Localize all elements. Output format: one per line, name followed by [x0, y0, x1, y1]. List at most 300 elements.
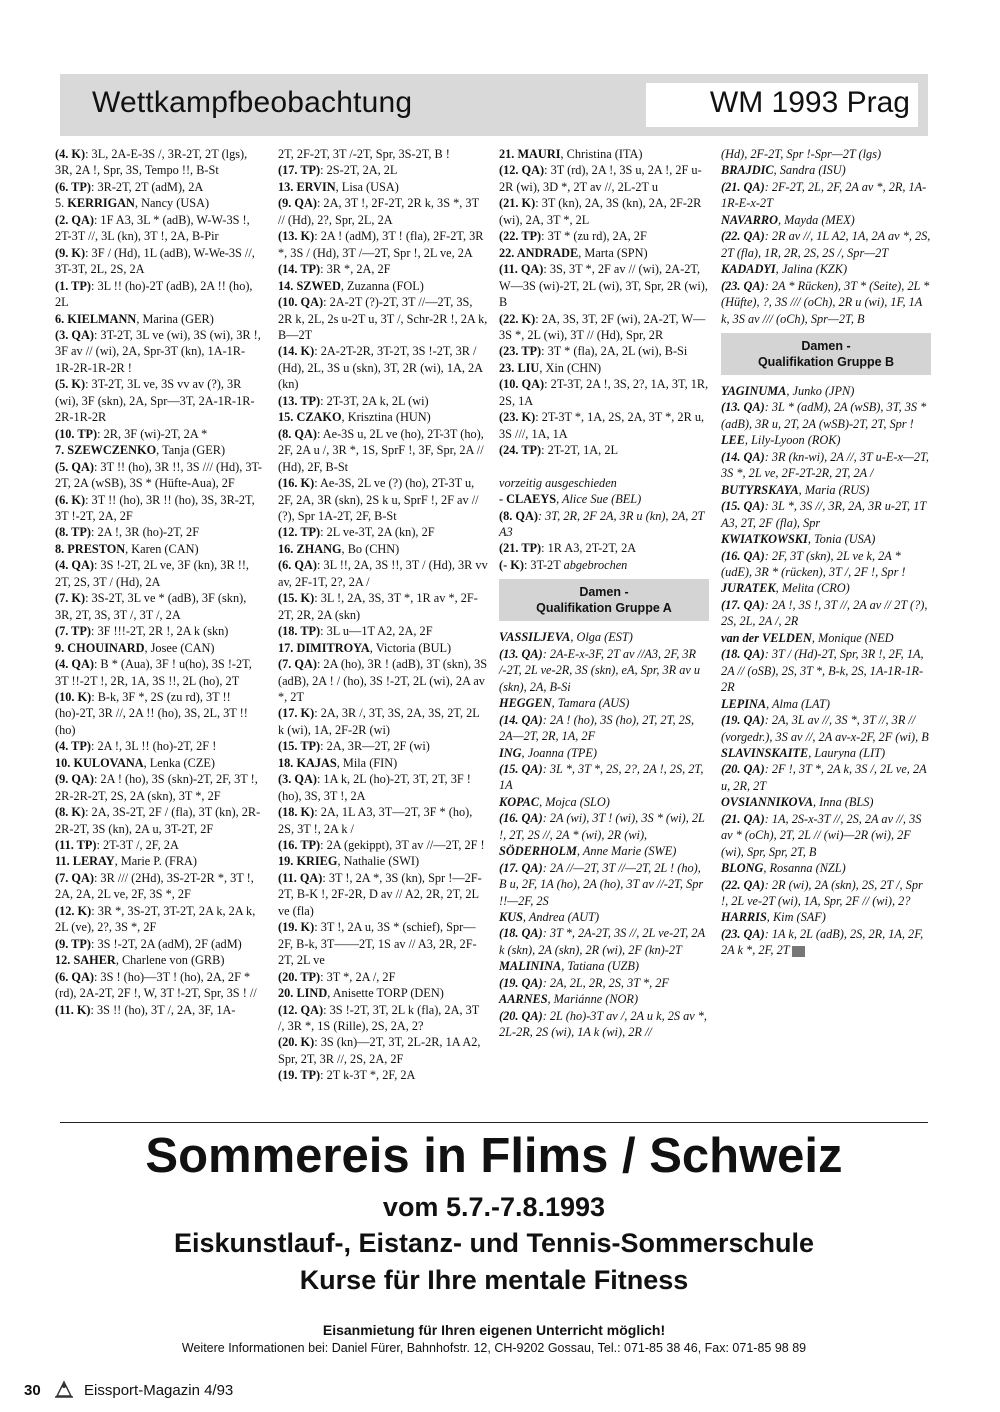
entry-italic-text: : 3T *, 2A-2T, 3S //, 2L ve-2T, 2A k (skn), 2A (skn), 2R (wi), 2F (kn)-2T [499, 926, 705, 957]
entry-text: : 3L !! (ho)-2T (adB), 2A !! (ho), 2L [55, 278, 253, 310]
entry-italic-text: : 2L (ho)-3T av /, 2A u k, 2S av *, 2L-2R, 2S (wi), 1A k (wi), 2R // [499, 1008, 708, 1040]
entry-italic-text: : 2R (wi), 2A (skn), 2S, 2T /, Spr !, 2L ve-2T (wi), 1A, Spr, 2F // (wi), 2? [721, 877, 923, 909]
result-entry [499, 860, 709, 909]
result-entry [721, 179, 931, 212]
entry-text: : 3L u—1T A2, 2A, 2F [320, 624, 433, 639]
entry-text: : 3S, 3T *, 2F av // (wi), 2A-2T, W—3S (wi)-2T, 2L (wi), 3T, Spr, 2R (wi), B [499, 262, 708, 310]
entry-label: KWIATKOWSKI [721, 532, 808, 547]
entry-text: : 2A !, 3L !! (ho)-2T, 2F ! [90, 739, 217, 754]
entry-label: 18. KAJAS [278, 755, 337, 770]
entry-label: YAGINUMA [721, 383, 787, 398]
entry-label: (20. QA) [721, 762, 765, 777]
entry-text: : 2A, 3T !, 2F-2T, 2R k, 3S *, 3T // (Hd), 2?, Spr, 2L, 2A [278, 196, 479, 227]
entry-label: (10. TP) [55, 426, 98, 441]
results-column-1 [55, 146, 263, 1018]
result-entry [721, 146, 931, 162]
result-entry [499, 540, 709, 556]
result-entry [278, 870, 488, 919]
ad-rental-note: Eisanmietung für Ihren eigenen Unterricht möglich! [322, 1322, 666, 1338]
entry-italic-text: abgebrochen [563, 557, 628, 572]
entry-label: HEGGEN [499, 696, 552, 711]
result-entry [278, 985, 488, 1001]
entry-label: (9. TP) [55, 936, 91, 951]
entry-text: , Lisa (USA) [335, 179, 399, 194]
entry-text: , Victoria (BUL) [369, 640, 452, 655]
result-entry [721, 745, 931, 761]
entry-italic-text: : 2A (wi), 3T ! (wi), 3S * (wi), 2L !, 2T, 2S //, 2A * (wi), 2R (wi), [499, 811, 705, 842]
entry-text: : Ae-3S, 2L ve (?) (ho), 2T-3T u, 2F, 2A, 3R (skn), 2S k u, SprF !, 2F av // (?), Spr 1A-2T, 2F, B-St [278, 476, 479, 523]
entry-italic-text: : 3L *, 3S //, 3R, 2A, 3R u-2T, 1T A3, 2T, 2F (fla), Spr [721, 499, 926, 530]
entry-label: (16. K) [278, 476, 315, 491]
result-entry [55, 195, 263, 211]
result-entry [499, 343, 709, 359]
entry-text: : 3L, 2A-E-3S /, 3R-2T, 2T (lgs), 3R, 2A !, Spr, 3S, Tempo !!, B-St [55, 147, 248, 178]
entry-italic-text: , Alice Sue (BEL) [556, 492, 642, 507]
group-heading-box [499, 579, 709, 621]
entry-text: : 3S !-2T, 3T, 2L k (fla), 2A, 3T /, 3R *, 1S (Rille), 2S, 2A, 2? [278, 1002, 480, 1034]
entry-label: 13. ERVIN [278, 179, 336, 194]
result-entry [55, 936, 263, 952]
entry-text: : 3S !-2T, 2A (adM), 2F (adM) [90, 936, 242, 951]
entry-text: : 3T (rd), 2A !, 3S u, 2A !, 2F u-2R (wi), 3D *, 2T av //, 2L-2T u [499, 163, 702, 194]
entry-text: : 2L ve-3T, 2A (kn), 2F [320, 525, 435, 540]
entry-label: 15. CZAKO [278, 410, 342, 425]
result-entry [721, 811, 931, 860]
entry-italic-text: : 3T, 2R, 2F 2A, 3R u (kn), 2A, 2T A3 [499, 508, 705, 539]
entry-italic-text: : 2F !, 3T *, 2A k, 3S /, 2L ve, 2A u, 2R, 2T [721, 762, 927, 793]
entry-label: SLAVINSKAITE [721, 745, 809, 760]
ad-divider [60, 1122, 928, 1123]
entry-text: : 2A, 3R—2T, 2F (wi) [320, 739, 430, 754]
entry-label: (11. TP) [55, 838, 97, 853]
entry-italic-text: : 3R (kn-wi), 2A //, 3T u-E-x—2T, 3S *, 2L ve, 2F-2T-2R, 2T, 2A / [721, 449, 930, 481]
entry-text: : 2A !, 3R (ho)-2T, 2F [90, 525, 200, 540]
entry-label: (15. QA) [721, 499, 765, 514]
result-entry [499, 958, 709, 974]
ad-dates: vom 5.7.-7.8.1993 [382, 1192, 606, 1222]
entry-italic-text: , Tamara (AUS) [551, 696, 630, 711]
ad-title: Sommereis in Flims / Schweiz [145, 1129, 843, 1183]
entry-label: 23. LIU [499, 360, 540, 375]
result-entry [499, 557, 709, 573]
entry-text: , Nancy (USA) [134, 196, 210, 211]
result-entry [55, 278, 263, 311]
result-entry [721, 761, 931, 794]
entry-italic-text: , Alma (LAT) [766, 696, 830, 711]
result-entry [55, 1002, 263, 1018]
entry-italic-text: (Hd), 2F-2T, Spr !-Spr—2T (lgs) [721, 147, 882, 161]
result-entry [721, 261, 931, 277]
entry-label: (15. K) [278, 591, 315, 606]
result-entry [721, 482, 931, 498]
entry-italic-text: : 2A //—2T, 3T //—2T, 2L ! (ho), B u, 2F, 1A (ho), 2A (ho), 3T av //-2T, Spr !!—2F, 2S [499, 860, 704, 908]
entry-label: (22. K) [499, 311, 536, 326]
result-entry [499, 975, 709, 991]
entry-label: (12. QA) [499, 163, 545, 178]
entry-label: (21. K) [499, 196, 536, 211]
result-entry [499, 146, 709, 162]
result-entry [499, 646, 709, 695]
result-entry [55, 640, 263, 656]
entry-text: : 3T-2T [523, 557, 564, 572]
result-entry [278, 919, 488, 968]
result-entry [499, 909, 709, 925]
entry-italic-text: , Mojca (SLO) [539, 794, 610, 809]
result-entry [278, 475, 488, 524]
result-entry [499, 843, 709, 859]
entry-label: JURATEK [721, 581, 776, 596]
group-heading-line: Damen - [801, 338, 851, 353]
entry-label: (8. TP) [55, 525, 91, 540]
result-entry [55, 524, 263, 540]
result-entry [499, 925, 709, 958]
results-column-3 [499, 146, 709, 1041]
entry-label: SÖDERHOLM [499, 844, 577, 859]
result-entry [499, 261, 709, 310]
entry-text: , Krisztina (HUN) [341, 410, 431, 425]
result-entry [499, 810, 709, 843]
entry-label: (20. K) [278, 1035, 315, 1050]
entry-label: 22. ANDRADE [499, 245, 579, 260]
entry-label: (19. K) [278, 920, 315, 935]
entry-label: (19. TP) [278, 1068, 321, 1083]
result-entry [278, 557, 488, 590]
entry-text: : 3L !!, 2A, 3S !!, 3T / (Hd), 3R vv av, 2F-1T, 2?, 2A / [278, 558, 488, 589]
result-entry [278, 409, 488, 425]
entry-label: (11. K) [55, 1002, 91, 1017]
result-entry [278, 1002, 488, 1035]
result-entry [721, 548, 931, 581]
result-entry [721, 794, 931, 810]
entry-label: 6. KIELMANN [55, 311, 137, 326]
entry-label: BUTYRSKAYA [721, 482, 799, 497]
entry-text: , Xin (CHN) [539, 360, 602, 375]
entry-text: : 3T !! (ho), 3R !!, 3S /// (Hd), 3T-2T, 2A (wSB), 3S * (Hüfte-Aua), 2F [55, 459, 262, 491]
entry-label: 12. SAHER [55, 953, 116, 968]
entry-label: (22. QA) [721, 877, 765, 892]
result-entry [55, 738, 263, 754]
result-entry [499, 761, 709, 794]
result-entry [499, 712, 709, 745]
result-entry [721, 860, 931, 876]
entry-label: KUS [499, 910, 523, 925]
entry-label: 11. LERAY [55, 854, 115, 869]
entry-text: : 2A (ho), 3R ! (adB), 3T (skn), 3S (adB), 2A ! / (ho), 3S !-2T, 2L (wi), 2A av *, 2T [278, 657, 488, 704]
entry-italic-text: , Andrea (AUT) [522, 910, 600, 925]
entry-italic-text: : 3L * (adM), 2A (wSB), 3T, 3S * (adB), 3R u, 2T, 2A (wSB)-2T, 2T, Spr ! [721, 400, 927, 431]
entry-label: (17. TP) [278, 163, 321, 178]
result-entry [55, 837, 263, 853]
spacer [499, 459, 709, 475]
ad-fitness-line: Kurse für Ihre mentale Fitness [299, 1265, 689, 1295]
entry-italic-text: : 2A * Rücken), 3T * (Seite), 2L * (Hüfte), ?, 3S /// (oCh), 2R u (wi), 1F, 1A k, 3S av /// (oCh), Spr—2T, B [721, 278, 930, 326]
result-entry [499, 745, 709, 761]
result-entry [499, 491, 709, 507]
result-entry [278, 755, 488, 771]
result-entry [278, 294, 488, 343]
entry-label: VASSILJEVA [499, 630, 571, 645]
entry-italic-text: : 2A !, 3S !, 3T //, 2A av // 2T (?), 2S, 2L, 2A /, 2R [721, 597, 928, 629]
entry-label: (8. K) [55, 805, 86, 820]
result-entry [721, 712, 931, 745]
result-entry [55, 311, 263, 327]
entry-label: (23. QA) [721, 278, 765, 293]
entry-italic-text: , Joanna (TPE) [521, 745, 598, 760]
entry-label: (14. K) [278, 344, 315, 359]
entry-label: OVSIANNIKOVA [721, 795, 814, 810]
entry-label: MALININA [499, 959, 562, 974]
entry-label: (6. K) [55, 492, 86, 507]
entry-italic-text: , Lauryna (LIT) [808, 745, 886, 760]
entry-text: : 3S ! (ho)—3T ! (ho), 2A, 2F * (rd), 2A-2T, 2F !, W, 3T !-2T, Spr, 3S ! // [55, 969, 257, 1001]
result-entry [55, 804, 263, 837]
result-entry [499, 442, 709, 458]
entry-label: (9. QA) [55, 772, 94, 787]
entry-label: AARNES [499, 992, 548, 1007]
result-entry [721, 531, 931, 547]
entry-label: (7. K) [55, 591, 86, 606]
result-entry [278, 195, 488, 228]
entry-label: (4. TP) [55, 739, 91, 754]
entry-label: (10. K) [55, 689, 92, 704]
result-entry [499, 245, 709, 261]
result-entry [55, 327, 263, 376]
entry-label: (3. QA) [278, 772, 317, 787]
entry-italic-text: , Inna (BLS) [813, 795, 874, 810]
result-entry [278, 541, 488, 557]
result-entry [55, 623, 263, 639]
entry-text: : 3S !-2T, 2L ve, 3F (kn), 3R !!, 2T, 2S, 3T / (Hd), 2A [55, 558, 249, 589]
entry-label: KADADYI [721, 262, 776, 277]
result-entry [55, 689, 263, 738]
entry-label: (17. QA) [499, 860, 543, 875]
result-entry [278, 524, 488, 540]
result-entry [55, 969, 263, 1002]
entry-text: : 3F / (Hd), 1L (adB), W-We-3S //, 3T-3T, 2L, 2S, 2A [55, 245, 255, 277]
entry-italic-text: , Maria (RUS) [798, 482, 870, 497]
entry-label: (4. QA) [55, 657, 94, 672]
entry-label: (19. QA) [721, 713, 765, 728]
page-footer [24, 1378, 233, 1400]
entry-text: , Mila (FIN) [336, 755, 398, 770]
magazine-name: Eissport-Magazin 4/93 [84, 1382, 234, 1399]
result-entry [55, 179, 263, 195]
result-entry [499, 1008, 709, 1041]
entry-text: , Anisette TORP (DEN) [327, 986, 444, 1001]
entry-label: NAVARRO [721, 212, 778, 227]
result-entry [55, 853, 263, 869]
entry-italic-text: : 2A, 2L, 2R, 2S, 3T *, 2F [542, 975, 669, 990]
entry-label: (4. QA) [55, 558, 94, 573]
entry-italic-text: : 3T / (Hd)-2T, Spr, 3R !, 2F, 1A, 2A // (oSB), 2S, 3T *, B-k, 2S, 1A-1R-1R-2R [721, 647, 924, 695]
entry-text: , Marta (SPN) [578, 245, 648, 260]
result-entry [278, 162, 488, 178]
result-entry [278, 426, 488, 475]
entry-italic-text: , Rosanna (NZL) [763, 861, 846, 876]
result-entry [55, 870, 263, 903]
result-entry [499, 195, 709, 228]
entry-italic-text: : 2A ! (ho), 3S (ho), 2T, 2T, 2S, 2A—2T, 2R, 1A, 2F [499, 712, 695, 744]
result-entry [721, 162, 931, 178]
result-entry [278, 771, 488, 804]
entry-text: : 3T * (zu rd), 2A, 2F [541, 229, 647, 244]
ad-school-line: Eiskunstlauf-, Eistanz- und Tennis-Sommerschule [173, 1228, 815, 1258]
entry-text: : 2T-3T, 2A k, 2L (wi) [320, 393, 429, 408]
entry-italic-text: : 2A, 3L av //, 3S *, 3T //, 3R // (vorgedr.), 3S av //, 2A av-x-2F, 2F (wi), B [721, 713, 929, 744]
entry-label: (21. QA) [721, 179, 765, 194]
result-entry [55, 755, 263, 771]
entry-italic-text: , Tatiana (UZB) [561, 959, 639, 974]
entry-label: (16. QA) [499, 811, 543, 826]
result-entry [55, 212, 263, 245]
result-entry [721, 278, 931, 327]
entry-text: : 1R A3, 2T-2T, 2A [541, 541, 637, 556]
entry-text: , Christina (ITA) [560, 147, 643, 161]
entry-label: (7. TP) [55, 624, 91, 639]
skater-logo-icon [53, 1378, 75, 1400]
entry-label: 8. PRESTON [55, 541, 126, 556]
result-entry [55, 442, 263, 458]
entry-label: 17. DIMITROYA [278, 640, 370, 655]
result-entry [278, 590, 488, 623]
entry-label: (16. TP) [278, 838, 321, 853]
group-heading-line: Qualifikation Gruppe A [536, 601, 672, 616]
entry-label: van der VELDEN [721, 630, 812, 645]
result-entry [721, 228, 931, 261]
entry-text: : 2A, 3R /, 3T, 3S, 2A, 3S, 2T, 2L k (wi), 1A, 2F-2R (wi) [278, 706, 480, 737]
result-entry [278, 738, 488, 754]
entry-text: : 3F !!!-2T, 2R !, 2A k (skn) [90, 624, 229, 639]
result-entry [499, 629, 709, 645]
result-entry [721, 383, 931, 399]
entry-prefix: 5. [55, 196, 68, 211]
entry-text: : 2A ! (adM), 3T ! (fla), 2F-2T, 3R *, 3S / (Hd), 3T /—2T, Spr !, 2L ve, 2A [278, 229, 484, 260]
result-entry [278, 656, 488, 705]
entry-text: : 2A (gekippt), 3T av //—2T, 2F ! [320, 838, 485, 853]
entry-text: , Lenka (CZE) [143, 755, 215, 770]
entry-label: (15. QA) [499, 761, 543, 776]
entry-italic-text: , Mariánne (NOR) [547, 992, 639, 1007]
entry-italic-text: : 2F, 3T (skn), 2L ve k, 2A * (udE), 3R * (rücken), 3T /, 2F !, Spr ! [721, 548, 906, 579]
entry-italic-text: : 1A k, 2L (adB), 2S, 2R, 1A, 2F, 2A k *, 2F, 2T [721, 926, 924, 958]
entry-label: (18. QA) [499, 926, 543, 941]
entry-label: (20. QA) [499, 1008, 543, 1023]
entry-text: : 2S-2T, 2A, 2L [320, 163, 398, 178]
result-entry [278, 146, 488, 162]
result-entry [55, 459, 263, 492]
entry-label: (5. K) [55, 377, 86, 392]
entry-label: (14. QA) [499, 712, 543, 727]
entry-italic-text: vorzeitig ausgeschieden [499, 475, 617, 490]
result-entry [721, 597, 931, 630]
ad-contact-info: Weitere Informationen bei: Daniel Fürer, Bahnhofstr. 12, CH-9202 Gossau, Tel.: 071-85 38 46, Fax: 071-85 98 89 [181, 1341, 807, 1355]
entry-label: (12. QA) [278, 1002, 324, 1017]
entry-label: (13. QA) [499, 646, 543, 661]
entry-label: (9. QA) [278, 196, 317, 211]
result-entry [499, 376, 709, 409]
result-entry [499, 311, 709, 344]
entry-label: (21. TP) [499, 541, 542, 556]
entry-text: : 3T * (fla), 2A, 2L (wi), B-Si [541, 344, 688, 359]
entry-italic-text: : 2R av //, 1L A2, 1A, 2A av *, 2S, 2T (fla), 1R, 2R, 2S, 2S /, Spr—2T [721, 229, 931, 260]
entry-label: (21. QA) [721, 811, 765, 826]
entry-label: 7. SZEWCZENKO [55, 443, 157, 458]
result-entry [278, 1034, 488, 1067]
result-entry [55, 557, 263, 590]
entry-label: (10. QA) [278, 295, 324, 310]
result-entry [499, 695, 709, 711]
entry-text: : 3R *, 3S-2T, 3T-2T, 2A k, 2A k, 2L (ve), 2?, 3S *, 2F [55, 903, 256, 935]
entry-label: LEE [721, 433, 745, 448]
result-entry [278, 837, 488, 853]
group-heading-box [721, 333, 931, 375]
entry-text: , Josee (CAN) [144, 640, 215, 655]
result-entry [278, 853, 488, 869]
result-entry [721, 926, 931, 959]
entry-text: , Marina (GER) [136, 311, 214, 326]
entry-label: 20. LIND [278, 986, 328, 1001]
entry-label: (10. QA) [499, 377, 545, 392]
entry-text: : 2R, 3F (wi)-2T, 2A * [97, 426, 208, 441]
result-entry [278, 640, 488, 656]
entry-label: (16. QA) [721, 548, 765, 563]
entry-italic-text: , Kim (SAF) [766, 910, 826, 925]
result-entry [55, 771, 263, 804]
entry-label: (1. TP) [55, 278, 91, 293]
entry-text: , Bo (CHN) [341, 541, 400, 556]
entry-label: (2. QA) [55, 212, 94, 227]
entry-label: (4. K) [55, 147, 86, 161]
result-entry [499, 360, 709, 376]
entry-label: 14. SZWED [278, 278, 341, 293]
page-number: 30 [24, 1382, 41, 1399]
entry-text: : 2A-2T-2R, 3T-2T, 3S !-2T, 3R / (Hd), 2L, 3S u (skn), 3T, 2R (wi), 1A, 2A (kn) [278, 344, 483, 392]
result-entry [55, 952, 263, 968]
result-entry [721, 580, 931, 596]
entry-text: : 3S-2T, 3L ve * (adB), 3F (skn), 3R, 2T, 3S, 3T /, 3T /, 2A [55, 591, 247, 622]
entry-italic-text: : 2F-2T, 2L, 2F, 2A av *, 2R, 1A-1R-E-x-2T [721, 179, 927, 211]
entry-text: , Zuzanna (FOL) [340, 278, 424, 293]
entry-label: (15. TP) [278, 739, 321, 754]
entry-text: : B * (Aua), 3F ! u(ho), 3S !-2T, 3T !!-2T !, 2R, 1A, 3S !!, 2L (ho), 2T [55, 657, 252, 688]
entry-label: HARRIS [721, 910, 767, 925]
entry-label: (- K) [499, 557, 524, 572]
entry-label: (13. TP) [278, 393, 321, 408]
entry-italic-text: : 2A-E-x-3F, 2T av //A3, 2F, 3R /-2T, 2L ve-2R, 3S (skn), eA, Spr, 3R av u (skn), 2A, B-Si [499, 646, 701, 694]
entry-label: (23. K) [499, 410, 536, 425]
entry-label: (14. TP) [278, 262, 321, 277]
entry-text: : 3T-2T, 3L ve, 3S vv av (?), 3R (wi), 3F (skn), 2A, Spr—3T, 2A-1R-1R-2R-1R-2R [55, 377, 255, 425]
entry-text: 2T, 2F-2T, 3T /-2T, Spr, 3S-2T, B ! [278, 147, 450, 161]
entry-text: : B-k, 3F *, 2S (zu rd), 3T !! (ho)-2T, 3R //, 2A !! (ho), 3S, 2L, 3T !! (ho) [55, 689, 248, 737]
entry-text: : 3S !! (ho), 3T /, 2A, 3F, 1A- [90, 1002, 236, 1017]
entry-label: (6. TP) [55, 179, 91, 194]
result-entry [55, 656, 263, 689]
entry-label: (23. TP) [499, 344, 542, 359]
result-entry [278, 623, 488, 639]
result-entry [499, 162, 709, 195]
entry-label: (8. QA) [278, 426, 317, 441]
entry-label: (7. QA) [55, 870, 94, 885]
result-entry [278, 393, 488, 409]
entry-italic-text: , Junko (JPN) [786, 383, 855, 398]
entry-label: (7. QA) [278, 657, 317, 672]
entry-text: : Ae-3S u, 2L ve (ho), 2T-3T (ho), 2F, 2A u /, 3R *, 1S, SprF !, 3F, Spr, 2A // (Hd), 2F, B-St [278, 426, 484, 474]
entry-text: : 3T (kn), 2A, 3S (kn), 2A, 2F-2R (wi), 2A, 3T *, 2L [499, 196, 702, 227]
entry-label: (11. QA) [499, 262, 544, 277]
entry-label: 21. MAURI [499, 147, 561, 161]
entry-text: : 3L !, 2A, 3S, 3T *, 1R av *, 2F-2T, 2R, 2A (skn) [278, 591, 478, 622]
